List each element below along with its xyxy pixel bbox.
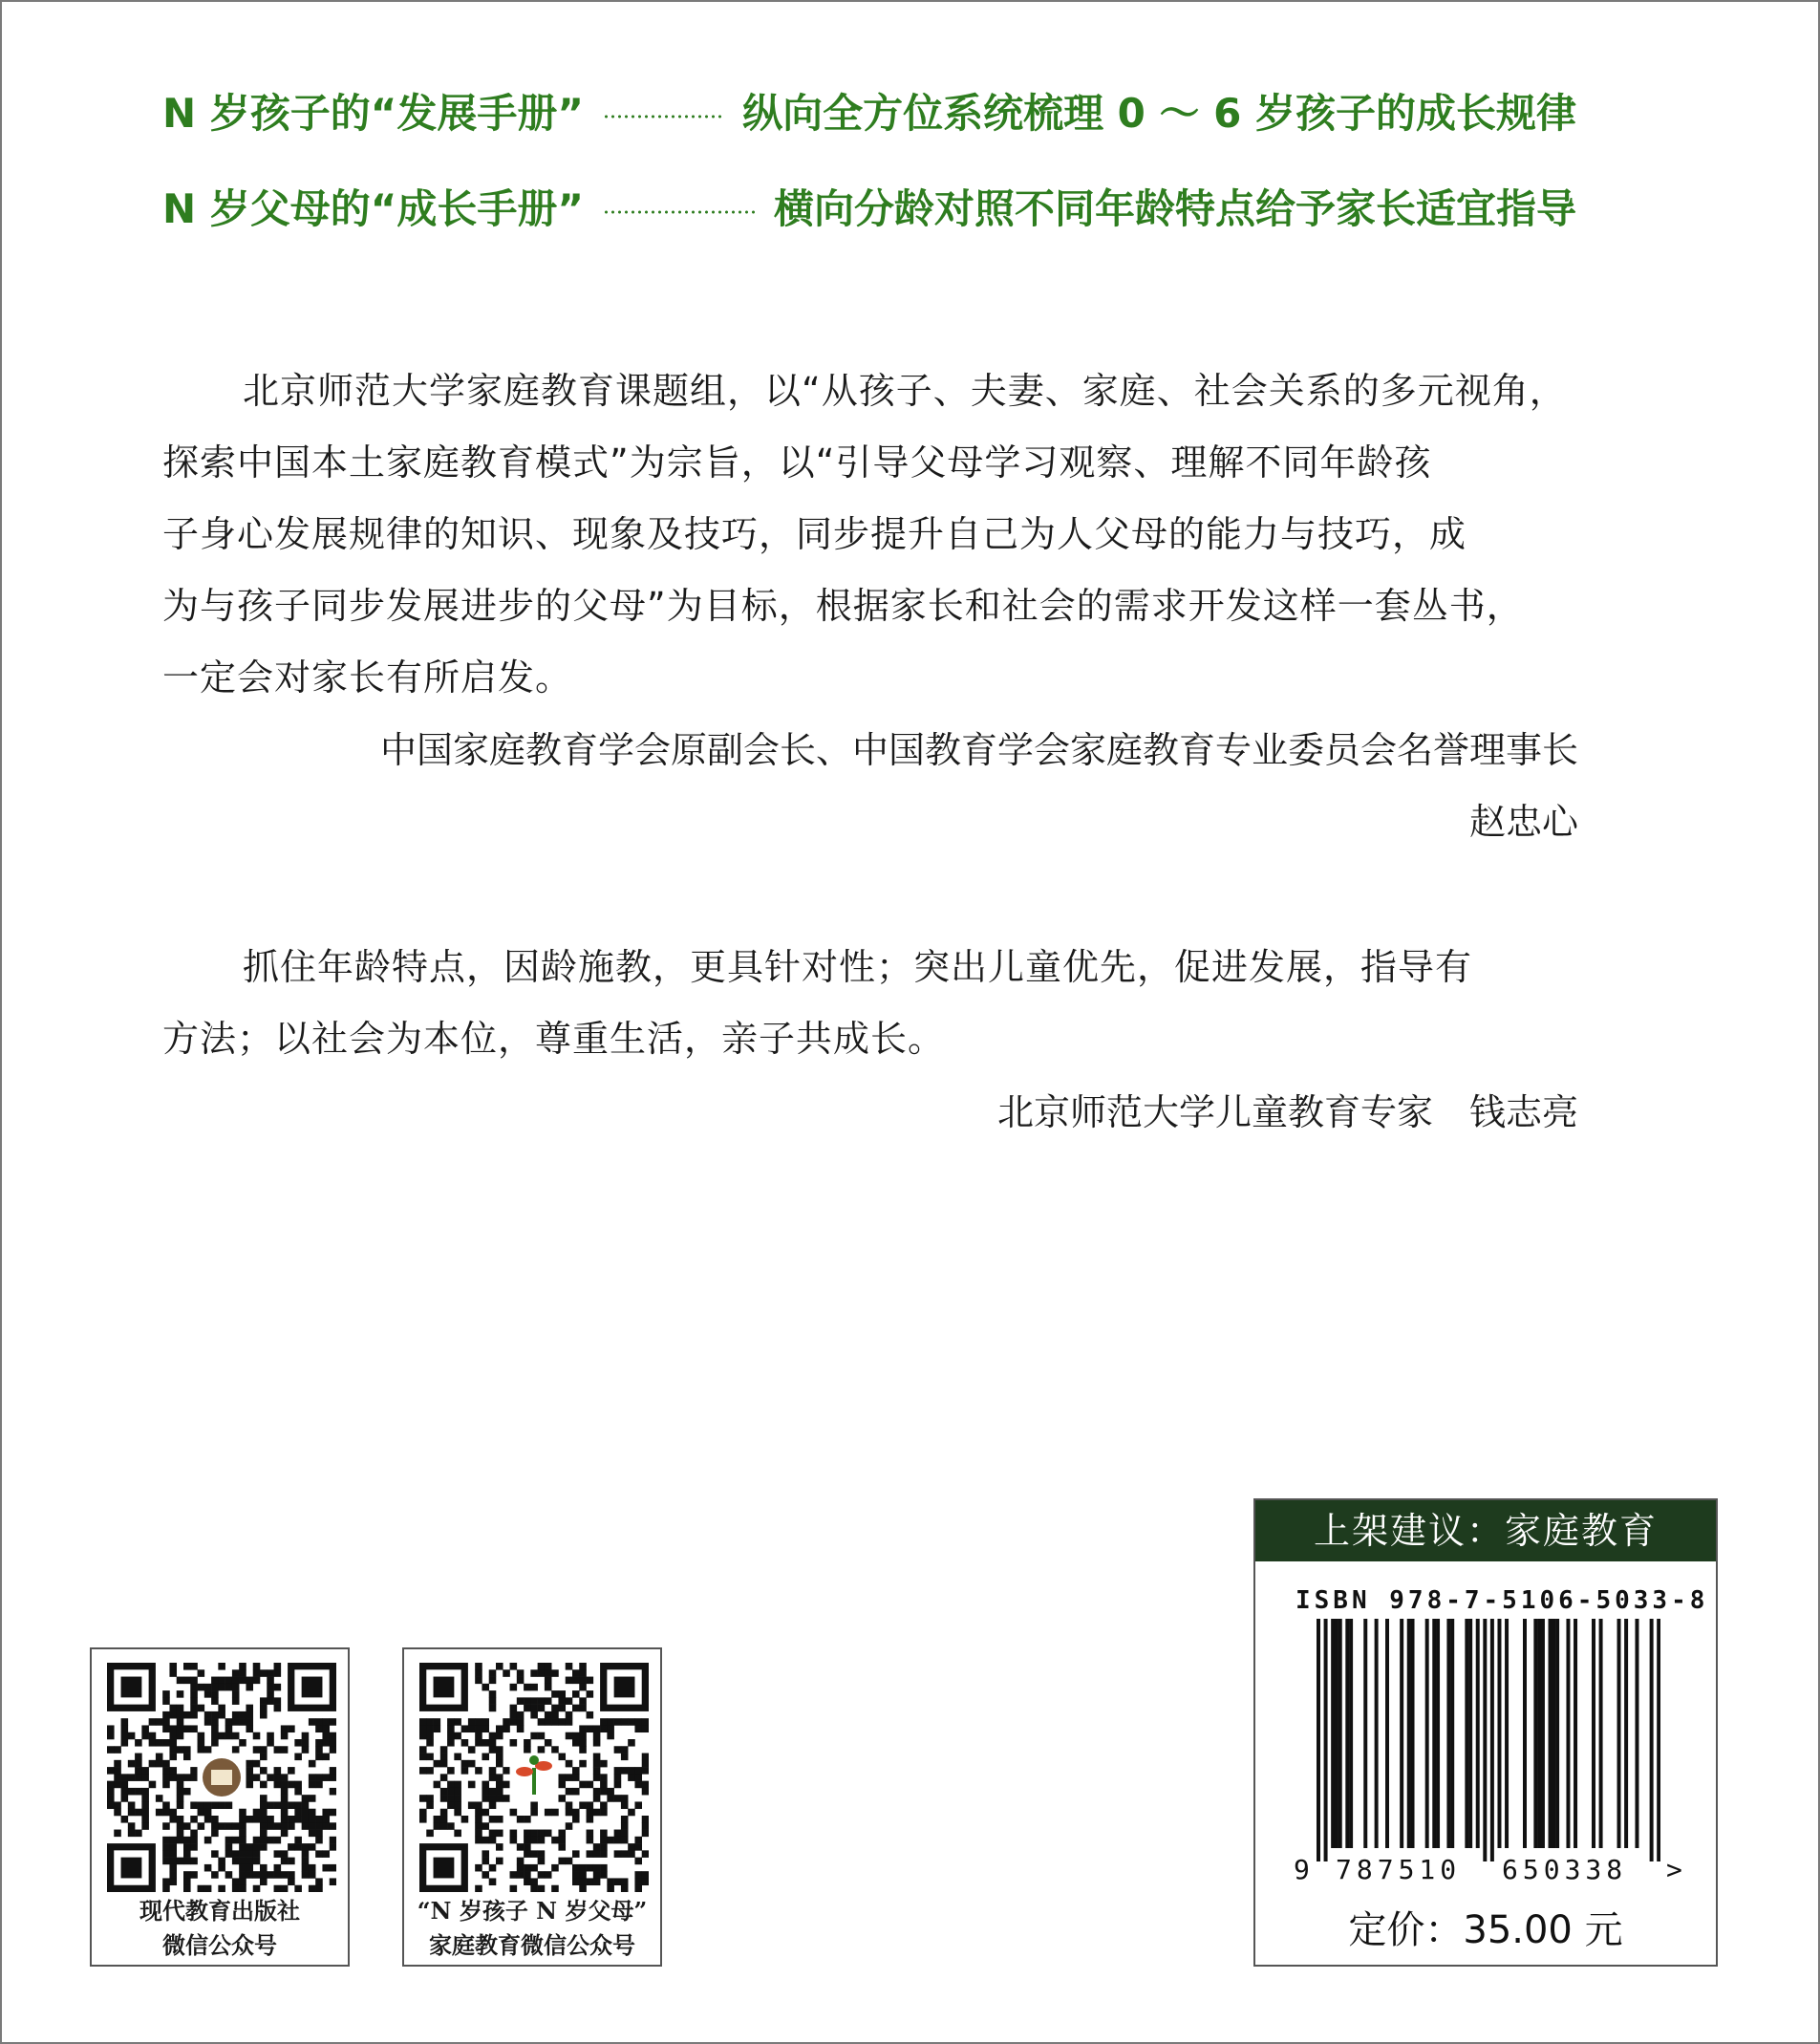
ean-quiet-arrow: > <box>1666 1854 1687 1885</box>
barcode-bar <box>1541 1619 1545 1848</box>
barcode-bar <box>1537 1619 1541 1848</box>
barcode-bar <box>1574 1619 1577 1848</box>
tagline-development <box>162 82 1576 140</box>
tagline-desc: 纵向全方位系统梳理 0 ～ 6 岁孩子的成长规律 <box>742 90 1576 137</box>
barcode-bar <box>1446 1619 1450 1848</box>
barcode-bar <box>1476 1619 1480 1848</box>
barcode-bar <box>1432 1619 1436 1848</box>
qr-code-family-education[interactable] <box>419 1663 649 1892</box>
barcode-bar <box>1407 1619 1411 1848</box>
qr-caption <box>404 1894 660 1963</box>
barcode-bar <box>1624 1619 1628 1848</box>
barcode-bar <box>1349 1619 1353 1848</box>
sprout-logo-icon <box>510 1754 559 1802</box>
ean-digits <box>1294 1854 1695 1892</box>
barcode-bar <box>1566 1619 1570 1848</box>
barcode-bar <box>1490 1619 1494 1861</box>
barcode-bar <box>1468 1619 1472 1848</box>
paragraph-line: 子身心发展规律的知识、现象及技巧，同步提升自己为人父母的能力与技巧，成 <box>162 513 1467 555</box>
tagline-lead: N 岁父母的“成长手册” <box>162 185 584 232</box>
endorsement-qian <box>162 932 1576 1075</box>
barcode-bar <box>1400 1619 1403 1848</box>
endorsement-zhao <box>162 355 1576 714</box>
paragraph-line: 方法；以社会为本位，尊重生活，亲子共成长。 <box>162 1018 946 1060</box>
barcode-bar <box>1523 1619 1527 1848</box>
attribution-title: 中国家庭教育学会原副会长、中国教育学会家庭教育专业委员会名誉理事长 <box>379 729 1578 771</box>
barcode-bar <box>1555 1619 1559 1848</box>
qr-caption-line: 家庭教育微信公众号 <box>429 1931 635 1959</box>
barcode-bar <box>1599 1619 1603 1848</box>
paragraph-line: 抓住年龄特点，因龄施教，更具针对性；突出儿童优先，促进发展，指导有 <box>243 946 1473 988</box>
qr-card-publisher <box>90 1647 350 1967</box>
barcode-bar <box>1465 1619 1468 1848</box>
barcode-bar <box>1617 1619 1621 1848</box>
barcode-bar <box>1436 1619 1440 1848</box>
barcode-bar <box>1345 1619 1349 1848</box>
barcode-bar <box>1363 1619 1367 1848</box>
isbn-number: ISBN 978-7-5106-5033-8 <box>1295 1586 1709 1615</box>
paragraph-line: 北京师范大学家庭教育课题组，以“从孩子、夫妻、家庭、社会关系的多元视角， <box>243 370 1567 412</box>
paragraph-line: 一定会对家长有所启发。 <box>162 656 573 699</box>
barcode-bar <box>1533 1619 1537 1848</box>
barcode-bar <box>1505 1619 1509 1848</box>
barcode-bar <box>1411 1619 1415 1848</box>
paragraph-line: 为与孩子同步发展进步的父母”为目标，根据家长和社会的需求开发这样一套丛书， <box>162 585 1524 627</box>
barcode-bar <box>1317 1619 1320 1861</box>
qr-card-family-education <box>402 1647 662 1967</box>
attribution-name: 赵忠心 <box>1468 801 1578 843</box>
tagline-lead: N 岁孩子的“发展手册” <box>162 90 584 137</box>
tagline-desc: 横向分龄对照不同年龄特点给予家长适宜指导 <box>773 185 1576 232</box>
barcode-bar <box>1324 1619 1328 1861</box>
ean-left-group: 787510 <box>1336 1854 1462 1885</box>
ean-right-group: 650338 <box>1502 1854 1628 1885</box>
isbn-box <box>1253 1498 1718 1967</box>
qr-code-publisher[interactable] <box>107 1663 336 1892</box>
barcode-bar <box>1549 1619 1552 1848</box>
barcode <box>1317 1619 1660 1861</box>
barcode-bar <box>1335 1619 1338 1848</box>
shelf-suggestion: 上架建议：家庭教育 <box>1255 1500 1716 1561</box>
attribution-qian: 北京师范大学儿童教育专家 钱志亮 <box>996 1091 1578 1133</box>
barcode-bar <box>1385 1619 1389 1848</box>
qr-caption-line: “N 岁孩子 N 岁父母” <box>417 1897 648 1925</box>
tagline-growth <box>162 178 1576 235</box>
barcode-bar <box>1657 1619 1660 1861</box>
barcode-bar <box>1592 1619 1595 1848</box>
barcode-bar <box>1497 1619 1501 1848</box>
qr-caption-line: 现代教育出版社 <box>139 1897 300 1925</box>
book-logo-icon <box>198 1754 246 1802</box>
barcode-bar <box>1375 1619 1379 1848</box>
barcode-bar <box>1650 1619 1654 1861</box>
barcode-bar <box>1338 1619 1342 1848</box>
barcode-bar <box>1635 1619 1638 1848</box>
barcode-bar <box>1552 1619 1555 1848</box>
qr-caption <box>92 1894 348 1963</box>
barcode-bar <box>1450 1619 1454 1848</box>
barcode-bar <box>1425 1619 1429 1848</box>
qr-caption-line: 微信公众号 <box>162 1931 277 1959</box>
barcode-bar <box>1483 1619 1487 1861</box>
price: 定价：35.00 元 <box>1348 1908 1623 1952</box>
ean-first-digit: 9 <box>1294 1854 1315 1885</box>
barcode-bar <box>1331 1619 1335 1848</box>
dotted-leader <box>603 210 755 214</box>
dotted-leader <box>603 115 723 118</box>
paragraph-line: 探索中国本土家庭教育模式”为宗旨，以“引导父母学习观察、理解不同年龄孩 <box>162 441 1432 484</box>
